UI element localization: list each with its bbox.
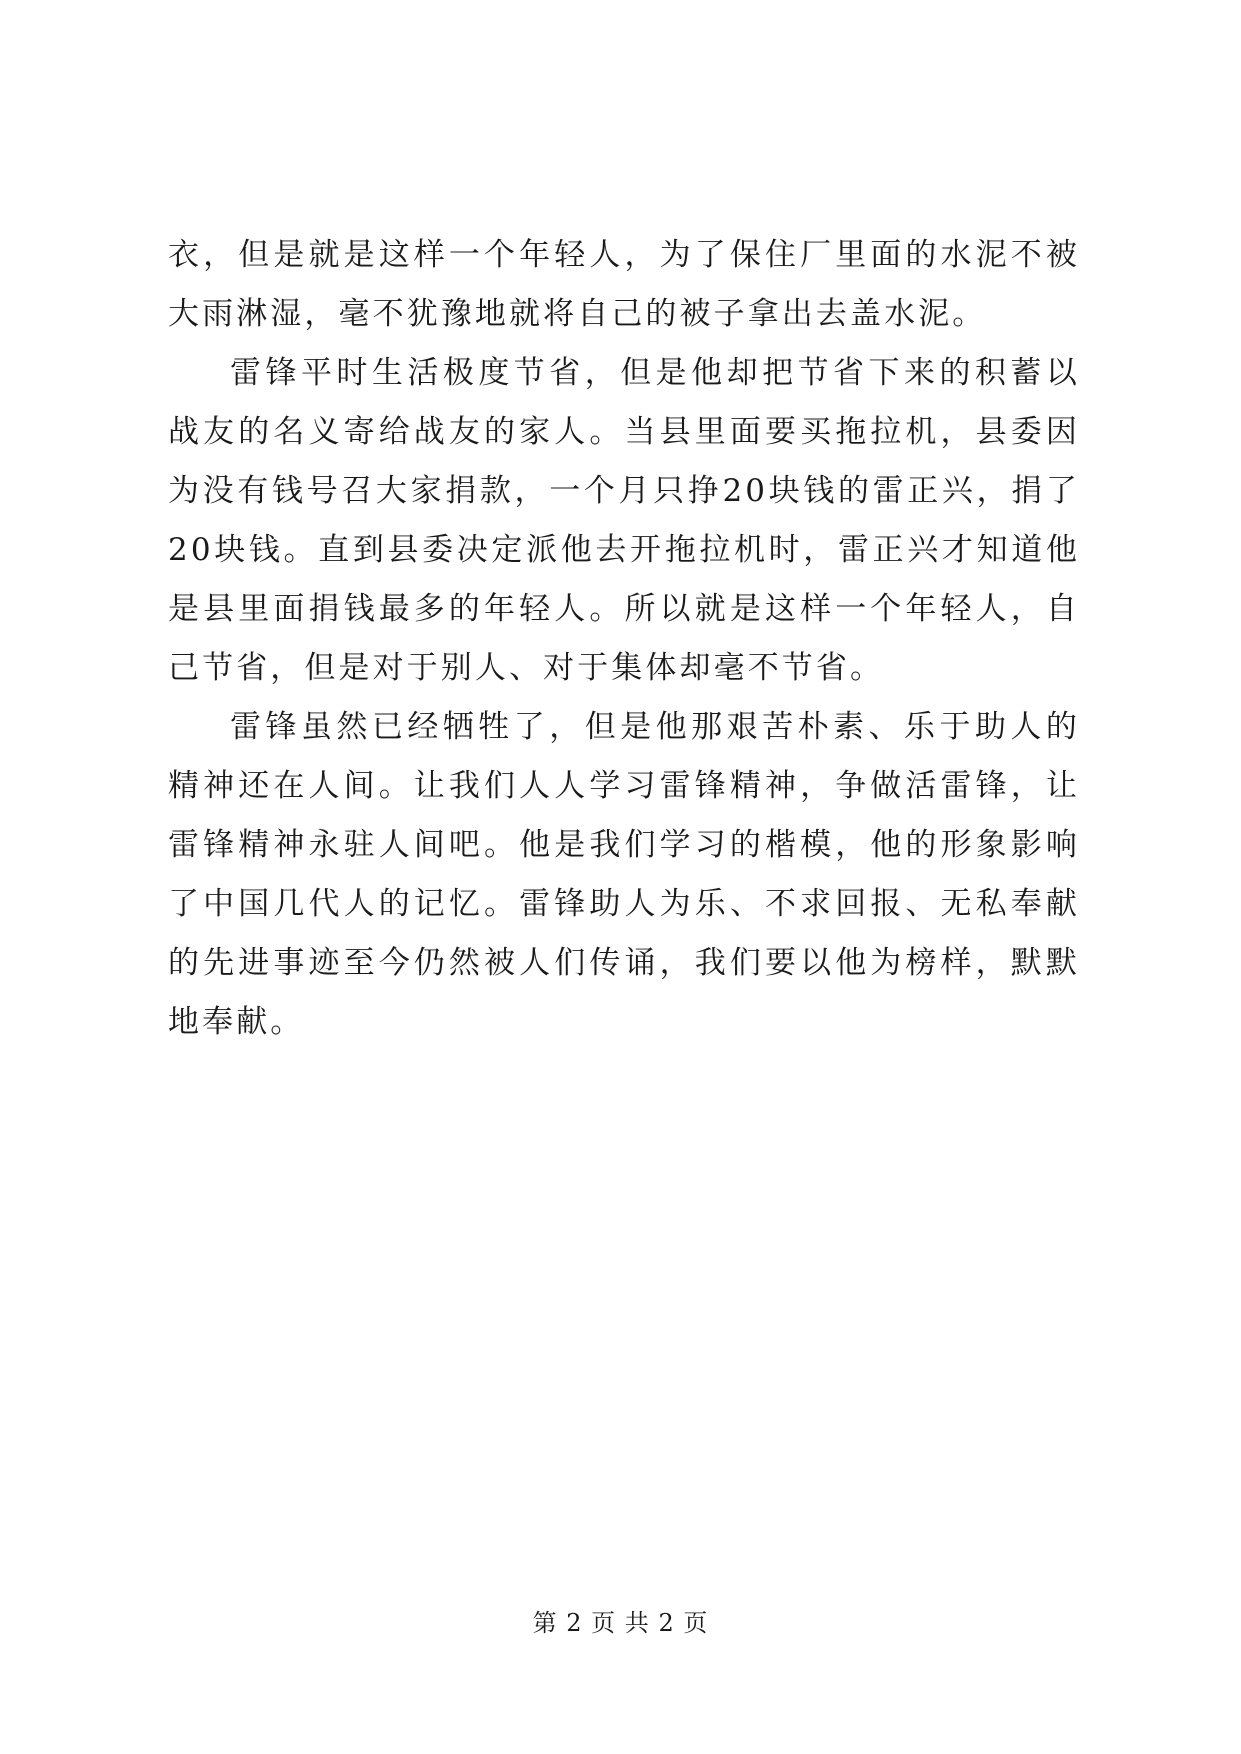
- paragraph-continuation: 衣，但是就是这样一个年轻人，为了保住厂里面的水泥不被大雨淋湿，毫不犹豫地就将自己的被子拿出去盖水泥。: [168, 237, 1080, 332]
- document-body: [168, 226, 1080, 1052]
- paragraph-legacy: 雷锋虽然已经牺牲了，但是他那艰苦朴素、乐于助人的精神还在人间。让我们人人学习雷锋精神，争做活雷锋，让雷锋精神永驻人间吧。他是我们学习的楷模，他的形象影响了中国几代人的记忆。雷锋助人为乐、不求回报、无私奉献的先进事迹至今仍然被人们传诵，我们要以他为榜样，默默地奉献。: [168, 709, 1080, 1040]
- paragraph-frugality: 雷锋平时生活极度节省，但是他却把节省下来的积蓄以战友的名义寄给战友的家人。当县里面要买拖拉机，县委因为没有钱号召大家捐款，一个月只挣20块钱的雷正兴，捐了20块钱。直到县委决定派他去开拖拉机时，雷正兴才知道他是县里面捐钱最多的年轻人。所以就是这样一个年轻人，自己节省，但是对于别人、对于集体却毫不节省。: [168, 355, 1080, 686]
- page-number-footer: 第 2 页 共 2 页: [532, 1609, 709, 1637]
